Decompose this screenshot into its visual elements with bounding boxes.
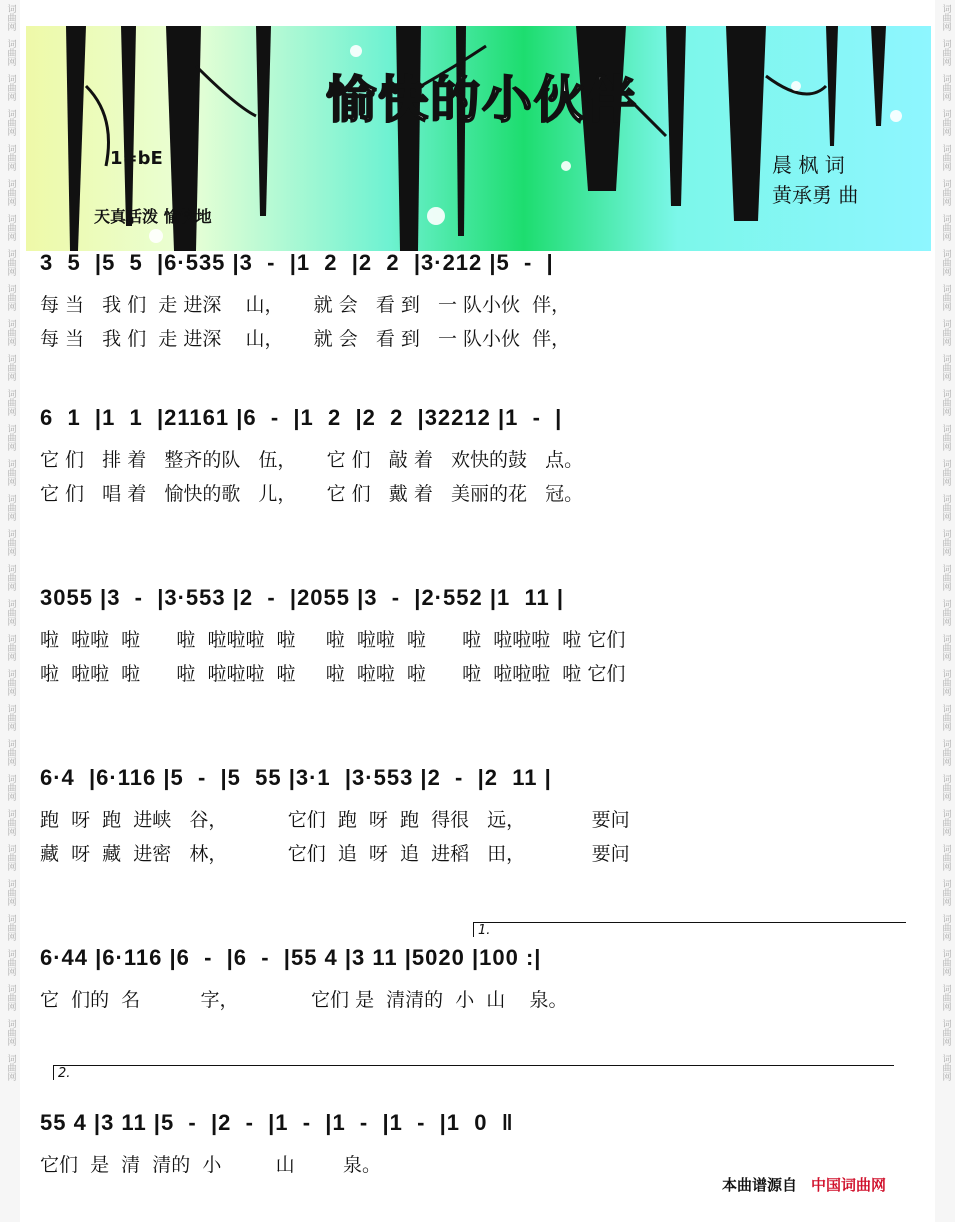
lyric-verse-1: 跑 呀 跑 进峡 谷， 它们 跑 呀 跑 得很 远， 要问 (40, 809, 630, 831)
watermark-text: 词曲网 (5, 1054, 16, 1081)
watermark-text: 词曲网 (5, 984, 16, 1011)
score-row-3 (40, 585, 920, 693)
watermark-text: 词曲网 (940, 739, 951, 766)
watermark-text: 词曲网 (940, 144, 951, 171)
lyric-verse-1: 每 当 我 们 走 进深 山， 就 会 看 到 一 队小伙 伴， (40, 294, 571, 316)
watermark-text: 词曲网 (940, 599, 951, 626)
watermark-text: 词曲网 (5, 529, 16, 556)
watermark-text: 词曲网 (5, 249, 16, 276)
volta-first-ending: 1. (473, 922, 906, 937)
watermark-text: 词曲网 (5, 389, 16, 416)
source-label: 本曲谱源自 (722, 1176, 798, 1194)
watermark-text: 词曲网 (940, 459, 951, 486)
watermark-text: 词曲网 (5, 809, 16, 836)
lyric-verse-1: 啦 啦啦 啦 啦 啦啦啦 啦 啦 啦啦 啦 啦 啦啦啦 啦 它们 (40, 629, 626, 651)
score-row-6 (40, 1110, 920, 1184)
watermark-text: 词曲网 (5, 459, 16, 486)
watermark-text: 词曲网 (940, 669, 951, 696)
watermark-text: 词曲网 (940, 564, 951, 591)
watermark-text: 词曲网 (940, 74, 951, 101)
watermark-text: 词曲网 (940, 109, 951, 136)
tempo-marking: 天真活泼 愉快地 (94, 207, 212, 226)
watermark-text: 词曲网 (940, 319, 951, 346)
watermark-text: 词曲网 (940, 774, 951, 801)
notation-line: 6·4 |6·116 |5 - |5 55 |3·1 |3·553 |2 - |2 11 | (40, 765, 552, 790)
watermark-text: 词曲网 (5, 739, 16, 766)
score-row-4 (40, 765, 920, 873)
lyric-verse-2: 藏 呀 藏 进密 林， 它们 追 呀 追 进稻 田， 要问 (40, 843, 630, 865)
watermark-text: 词曲网 (940, 1019, 951, 1046)
watermark-text: 词曲网 (5, 319, 16, 346)
watermark-text: 词曲网 (5, 914, 16, 941)
volta-second-ending: 2. (53, 1065, 894, 1080)
watermark-text: 词曲网 (5, 844, 16, 871)
watermark-text: 词曲网 (5, 39, 16, 66)
key-signature: 1=bE (110, 148, 163, 169)
watermark-text: 词曲网 (5, 494, 16, 521)
credits (772, 150, 858, 210)
watermark-text: 词曲网 (940, 214, 951, 241)
watermark-text: 词曲网 (940, 179, 951, 206)
watermark-text: 词曲网 (940, 4, 951, 31)
score-row-2 (40, 405, 920, 513)
lyricist-credit: 晨 枫 词 (772, 153, 845, 177)
watermark-text: 词曲网 (5, 879, 16, 906)
watermark-text: 词曲网 (940, 494, 951, 521)
notation-line: 3055 |3 - |3·553 |2 - |2055 |3 - |2·552 |1 11 | (40, 585, 564, 610)
watermark-text: 词曲网 (5, 214, 16, 241)
header-banner (26, 26, 931, 251)
watermark-text: 词曲网 (940, 529, 951, 556)
watermark-text: 词曲网 (5, 109, 16, 136)
watermark-text: 词曲网 (940, 39, 951, 66)
score-row-5 (40, 945, 920, 1019)
score-row-1 (40, 250, 920, 358)
composer-credit: 黄承勇 曲 (772, 183, 859, 207)
watermark-text: 词曲网 (940, 809, 951, 836)
right-watermark-strip (935, 0, 955, 1222)
watermark-text: 词曲网 (940, 844, 951, 871)
watermark-text: 词曲网 (940, 634, 951, 661)
notation-line: 6 1 |1 1 |21161 |6 - |1 2 |2 2 |32212 |1 - | (40, 405, 563, 430)
watermark-text: 词曲网 (5, 74, 16, 101)
watermark-text: 词曲网 (5, 4, 16, 31)
watermark-text: 词曲网 (940, 249, 951, 276)
watermark-text: 词曲网 (5, 704, 16, 731)
watermark-text: 词曲网 (940, 354, 951, 381)
watermark-text: 词曲网 (5, 1019, 16, 1046)
notation-line: 3 5 |5 5 |6·535 |3 - |1 2 |2 2 |3·212 |5 - | (40, 250, 554, 275)
watermark-text: 词曲网 (5, 949, 16, 976)
lyric-verse-2: 啦 啦啦 啦 啦 啦啦啦 啦 啦 啦啦 啦 啦 啦啦啦 啦 它们 (40, 663, 626, 685)
watermark-text: 词曲网 (5, 179, 16, 206)
watermark-text: 词曲网 (5, 634, 16, 661)
watermark-text: 词曲网 (5, 354, 16, 381)
watermark-text: 词曲网 (5, 669, 16, 696)
brand-link[interactable]: 中国词曲网 (811, 1176, 887, 1194)
source-footer (722, 1174, 886, 1195)
watermark-text: 词曲网 (5, 564, 16, 591)
lyric-verse-2: 它 们 唱 着 愉快的歌 儿， 它 们 戴 着 美丽的花 冠。 (40, 483, 584, 505)
lyric-verse-1: 它 们 排 着 整齐的队 伍， 它 们 敲 着 欢快的鼓 点。 (40, 449, 584, 471)
song-title: 愉快的小伙伴 (326, 71, 638, 129)
notation-line: 6·44 |6·116 |6 - |6 - |55 4 |3 11 |5020 |100 :| (40, 945, 542, 970)
watermark-text: 词曲网 (5, 284, 16, 311)
watermark-text: 词曲网 (940, 949, 951, 976)
watermark-text: 词曲网 (5, 599, 16, 626)
lyric-line: 它 们的 名 字， 它们 是 清清的 小 山 泉。 (40, 989, 568, 1011)
lyric-line: 它们 是 清 清的 小 山 泉。 (40, 1154, 381, 1176)
watermark-text: 词曲网 (5, 424, 16, 451)
watermark-text: 词曲网 (5, 144, 16, 171)
watermark-text: 词曲网 (940, 1054, 951, 1081)
watermark-text: 词曲网 (940, 879, 951, 906)
watermark-text: 词曲网 (940, 424, 951, 451)
left-watermark-strip (0, 0, 20, 1222)
watermark-text: 词曲网 (940, 984, 951, 1011)
lyric-verse-2: 每 当 我 们 走 进深 山， 就 会 看 到 一 队小伙 伴， (40, 328, 571, 350)
watermark-text: 词曲网 (5, 774, 16, 801)
notation-line: 55 4 |3 11 |5 - |2 - |1 - |1 - |1 - |1 0 ‖ (40, 1110, 514, 1135)
watermark-text: 词曲网 (940, 914, 951, 941)
watermark-text: 词曲网 (940, 284, 951, 311)
watermark-text: 词曲网 (940, 389, 951, 416)
watermark-text: 词曲网 (940, 704, 951, 731)
